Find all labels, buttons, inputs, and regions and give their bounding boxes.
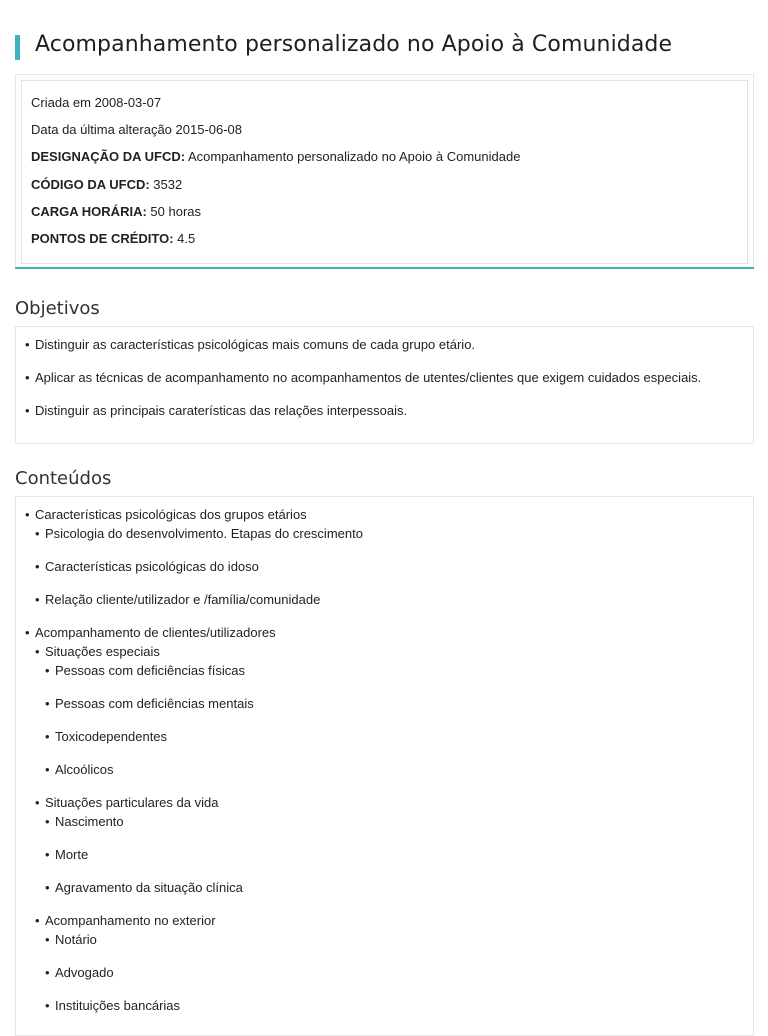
- designation-value: Acompanhamento personalizado no Apoio à Comunidade: [185, 149, 521, 164]
- bullet: •: [45, 932, 50, 947]
- content-text: Acompanhamento no exterior: [45, 913, 216, 928]
- credits-value: 4.5: [173, 231, 196, 246]
- bullet: •: [35, 913, 40, 928]
- content-item: [45, 696, 254, 711]
- content-text: Toxicodependentes: [55, 729, 168, 744]
- content-item: [45, 663, 245, 678]
- content-item: [45, 847, 88, 862]
- content-item: [45, 998, 180, 1013]
- created-date: Criada em 2008-03-07: [31, 95, 162, 110]
- bullet: •: [25, 507, 30, 522]
- bullet: •: [45, 729, 50, 744]
- content-item: [45, 932, 97, 947]
- objective-text: Distinguir as principais caraterísticas das relações interpessoais.: [35, 403, 408, 418]
- content-item: [45, 814, 124, 829]
- title-accent-bar: [15, 35, 20, 60]
- info-panel-underline: [15, 267, 754, 269]
- content-item: [45, 880, 243, 895]
- content-text: Pessoas com deficiências mentais: [55, 696, 254, 711]
- bullet: •: [45, 663, 50, 678]
- content-text: Alcoólicos: [55, 762, 114, 777]
- content-item: [25, 625, 276, 640]
- content-text: Psicologia do desenvolvimento. Etapas do crescimento: [45, 526, 363, 541]
- content-text: Notário: [55, 932, 97, 947]
- bullet: •: [35, 592, 40, 607]
- contents-box: [15, 496, 754, 1036]
- objective-text: Aplicar as técnicas de acompanhamento no acompanhamentos de utentes/clientes que exigem cuidados especiais.: [35, 370, 702, 385]
- page-title: Acompanhamento personalizado no Apoio à Comunidade: [35, 32, 673, 57]
- bullet: •: [35, 526, 40, 541]
- hours-row: [31, 204, 201, 219]
- objective-item: [25, 370, 701, 385]
- bullet: •: [25, 625, 30, 640]
- bullet: •: [25, 337, 30, 352]
- content-text: Situações particulares da vida: [45, 795, 219, 810]
- bullet: •: [45, 965, 50, 980]
- content-text: Agravamento da situação clínica: [55, 880, 243, 895]
- content-item: [35, 795, 218, 810]
- content-item: [35, 592, 320, 607]
- contents-heading: Conteúdos: [15, 468, 112, 489]
- content-text: Instituições bancárias: [55, 998, 181, 1013]
- bullet: •: [35, 644, 40, 659]
- content-item: [25, 507, 307, 522]
- bullet: •: [35, 795, 40, 810]
- content-item: [35, 526, 363, 541]
- content-text: Pessoas com deficiências físicas: [55, 663, 246, 678]
- designation-row: [31, 149, 520, 164]
- code-value: 3532: [149, 177, 183, 192]
- content-text: Características psicológicas do idoso: [45, 559, 259, 574]
- content-item: [45, 729, 167, 744]
- content-item: [45, 965, 114, 980]
- objective-text: Distinguir as características psicológicas mais comuns de cada grupo etário.: [35, 337, 476, 352]
- content-item: [35, 644, 160, 659]
- content-item: [35, 913, 216, 928]
- credits-label: PONTOS DE CRÉDITO:: [31, 231, 174, 246]
- code-label: CÓDIGO DA UFCD:: [31, 177, 150, 192]
- code-row: [31, 177, 182, 192]
- content-text: Relação cliente/utilizador e /família/comunidade: [45, 592, 321, 607]
- objective-item: [25, 337, 475, 352]
- objective-item: [25, 403, 407, 418]
- bullet: •: [25, 370, 30, 385]
- bullet: •: [45, 998, 50, 1013]
- bullet: •: [45, 762, 50, 777]
- hours-label: CARGA HORÁRIA:: [31, 204, 147, 219]
- bullet: •: [45, 696, 50, 711]
- content-item: [35, 559, 259, 574]
- content-text: Situações especiais: [45, 644, 160, 659]
- hours-value: 50 horas: [146, 204, 201, 219]
- bullet: •: [35, 559, 40, 574]
- content-text: Acompanhamento de clientes/utilizadores: [35, 625, 276, 640]
- content-item: [45, 762, 114, 777]
- content-text: Nascimento: [55, 814, 124, 829]
- bullet: •: [45, 847, 50, 862]
- bullet: •: [45, 880, 50, 895]
- objectives-heading: Objetivos: [15, 298, 100, 319]
- content-text: Morte: [55, 847, 89, 862]
- content-text: Características psicológicas dos grupos etários: [35, 507, 307, 522]
- bullet: •: [45, 814, 50, 829]
- bullet: •: [25, 403, 30, 418]
- credits-row: [31, 231, 195, 246]
- designation-label: DESIGNAÇÃO DA UFCD:: [31, 149, 186, 164]
- content-text: Advogado: [55, 965, 114, 980]
- modified-date: Data da última alteração 2015-06-08: [31, 122, 243, 137]
